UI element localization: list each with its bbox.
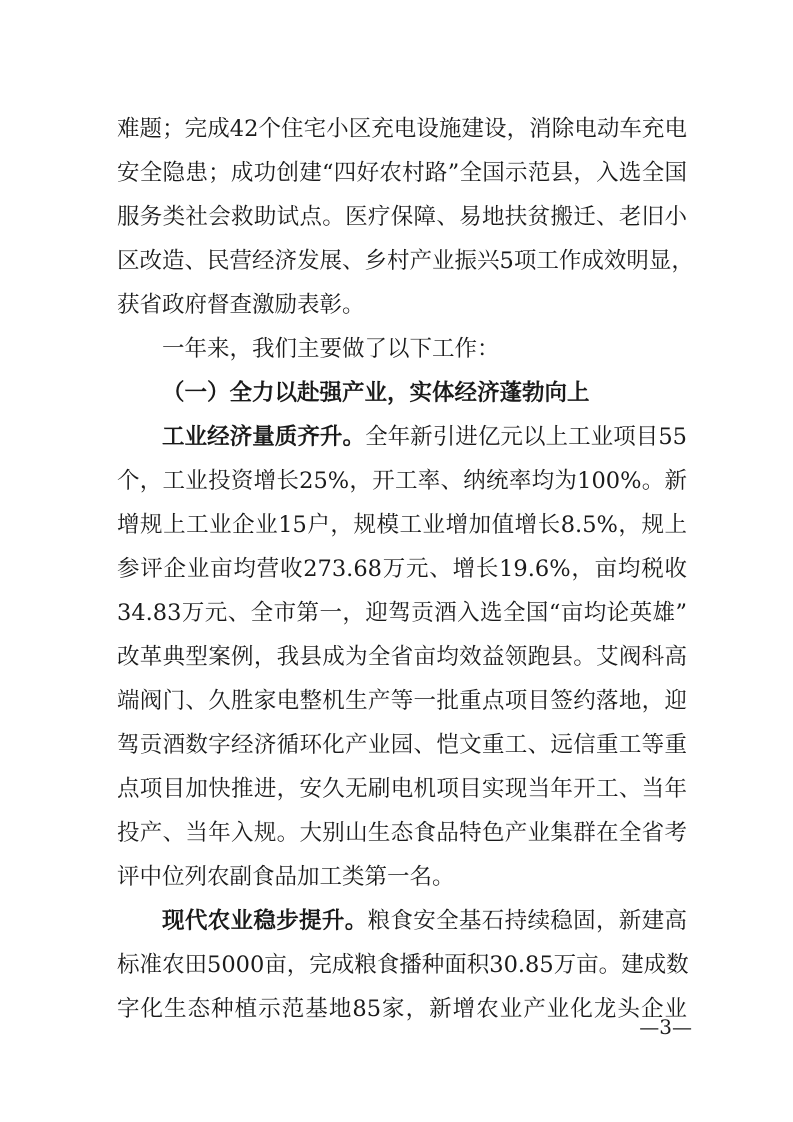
- body-text-line: 增规上工业企业15户，规模工业增加值增长8.5%，规上: [117, 512, 687, 538]
- body-text-line: 安全隐患；成功创建“四好农村路”全国示范县，入选全国: [117, 160, 687, 186]
- paragraph-first-line: [162, 422, 687, 452]
- body-text-line: 评中位列农副食品加工类第一名。: [117, 864, 455, 890]
- paragraph-lead-title: 现代农业稳步提升。: [162, 908, 368, 934]
- paragraph-lead-text: 粮食安全基石持续稳固，新建高: [367, 908, 687, 934]
- paragraph-lead-text: 全年新引进亿元以上工业项目55: [365, 424, 687, 450]
- body-text-line: 34.83万元、全市第一，迎驾贡酒入选全国“亩均论英雄”: [117, 600, 687, 626]
- body-text-line: 区改造、民营经济发展、乡村产业振兴5项工作成效明显，: [117, 248, 694, 274]
- body-text-line: 获省政府督查激励表彰。: [117, 292, 365, 318]
- body-text-line: 标准农田5000亩，完成粮食播种面积30.85万亩。建成数: [117, 952, 689, 978]
- body-text-line: 投产、当年入规。大别山生态食品特色产业集群在全省考: [117, 820, 687, 846]
- body-text-line: 改革典型案例，我县成为全省亩均效益领跑县。艾阀科高: [117, 644, 687, 670]
- body-text-line: 个，工业投资增长25%，开工率、纳统率均为100%。新: [117, 468, 687, 494]
- body-text-line: 端阀门、久胜家电整机生产等一批重点项目签约落地，迎: [117, 688, 687, 714]
- intro-line: 一年来，我们主要做了以下工作：: [162, 336, 500, 362]
- paragraph-first-line: [162, 906, 687, 936]
- body-text-line: 难题；完成42个住宅小区充电设施建设，消除电动车充电: [117, 116, 687, 142]
- body-text-line: 字化生态种植示范基地85家，新增农业产业化龙头企业: [117, 996, 687, 1022]
- section-heading: （一）全力以赴强产业，实体经济蓬勃向上: [162, 380, 590, 406]
- paragraph-lead-title: 工业经济量质齐升。: [162, 424, 366, 450]
- body-text-line: 点项目加快推进，安久无刷电机项目实现当年开工、当年: [117, 776, 687, 802]
- body-text-line: 参评企业亩均营收273.68万元、增长19.6%，亩均税收: [117, 556, 687, 582]
- body-text-line: 服务类社会救助试点。医疗保障、易地扶贫搬迁、老旧小: [117, 204, 687, 230]
- page-number: —3—: [639, 1015, 692, 1039]
- body-text-line: 驾贡酒数字经济循环化产业园、恺文重工、远信重工等重: [117, 732, 687, 758]
